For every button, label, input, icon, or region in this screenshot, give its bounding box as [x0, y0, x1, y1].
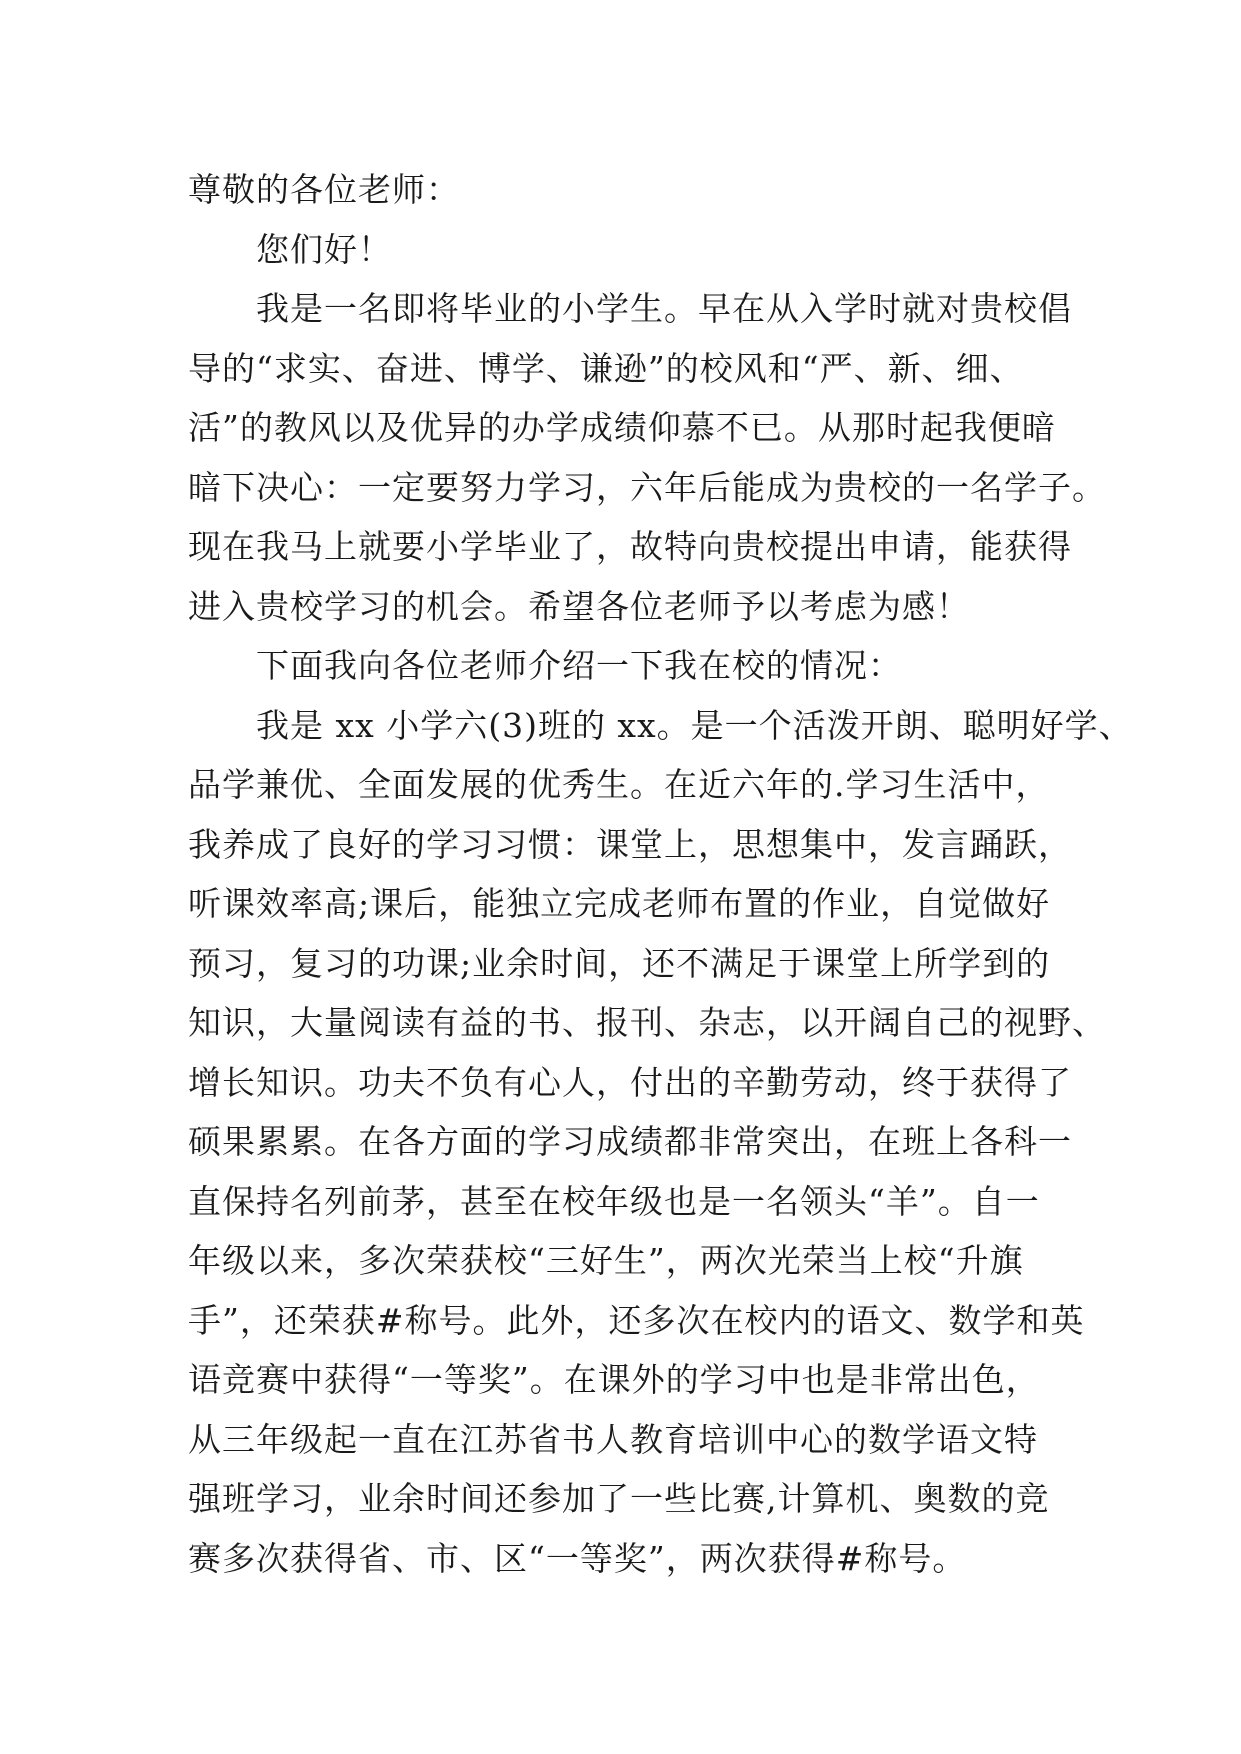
- text-line: 语竞赛中获得“一等奖”。在课外的学习中也是非常出色，: [188, 1360, 1040, 1399]
- text-line: 强班学习，业余时间还参加了一些比赛,计算机、奥数的竞: [188, 1479, 1050, 1518]
- letter-body: [188, 160, 1133, 1588]
- text-line: 增长知识。功夫不负有心人，付出的辛勤劳动，终于获得了: [188, 1062, 1072, 1102]
- text-line: 年级以来，多次荣获校“三好生”，两次光荣当上校“升旗: [188, 1241, 1024, 1280]
- text-line: 导的“求实、奋进、博学、谦逊”的校风和“严、新、细、: [188, 348, 1024, 388]
- text-line: 硕果累累。在各方面的学习成绩都非常突出，在班上各科一: [188, 1122, 1072, 1161]
- text-line: 暗下决心：一定要努力学习，六年后能成为贵校的一名学子。: [188, 467, 1106, 507]
- text-line: 赛多次获得省、市、区“一等奖”，两次获得#称号。: [188, 1538, 967, 1578]
- text-line: 听课效率高;课后，能独立完成老师布置的作业，自觉做好: [188, 884, 1051, 923]
- text-line: 下面我向各位老师介绍一下我在校的情况：: [256, 646, 902, 685]
- text-line: 活”的教风以及优异的办学成绩仰慕不已。从那时起我便暗: [188, 408, 1056, 447]
- text-line: 手”，还荣获#称号。此外，还多次在校内的语文、数学和英: [188, 1300, 1085, 1340]
- salutation: 尊敬的各位老师：: [188, 170, 460, 209]
- text-line: 预习，复习的功课;业余时间，还不满足于课堂上所学到的: [188, 943, 1051, 983]
- text-line: 我养成了良好的学习习惯：课堂上，思想集中，发言踊跃，: [188, 824, 1072, 864]
- text-line: 进入贵校学习的机会。希望各位老师予以考虑为感！: [188, 586, 970, 626]
- text-line: 我是 xx 小学六(3)班的 xx。是一个活泼开朗、聪明好学、: [256, 705, 1133, 745]
- text-line: 从三年级起一直在江苏省书人教育培训中心的数学语文特: [188, 1419, 1038, 1459]
- text-line: 现在我马上就要小学毕业了，故特向贵校提出申请，能获得: [188, 527, 1072, 566]
- text-line: 品学兼优、全面发展的优秀生。在近六年的.学习生活中，: [188, 765, 1050, 804]
- text-line: 您们好！: [256, 229, 392, 269]
- text-line: 我是一名即将毕业的小学生。早在从入学时就对贵校倡: [256, 289, 1072, 328]
- text-line: 直保持名列前茅，甚至在校年级也是一名领头“羊”。自一: [188, 1181, 1040, 1221]
- text-line: 知识，大量阅读有益的书、报刊、杂志，以开阔自己的视野、: [188, 1003, 1106, 1042]
